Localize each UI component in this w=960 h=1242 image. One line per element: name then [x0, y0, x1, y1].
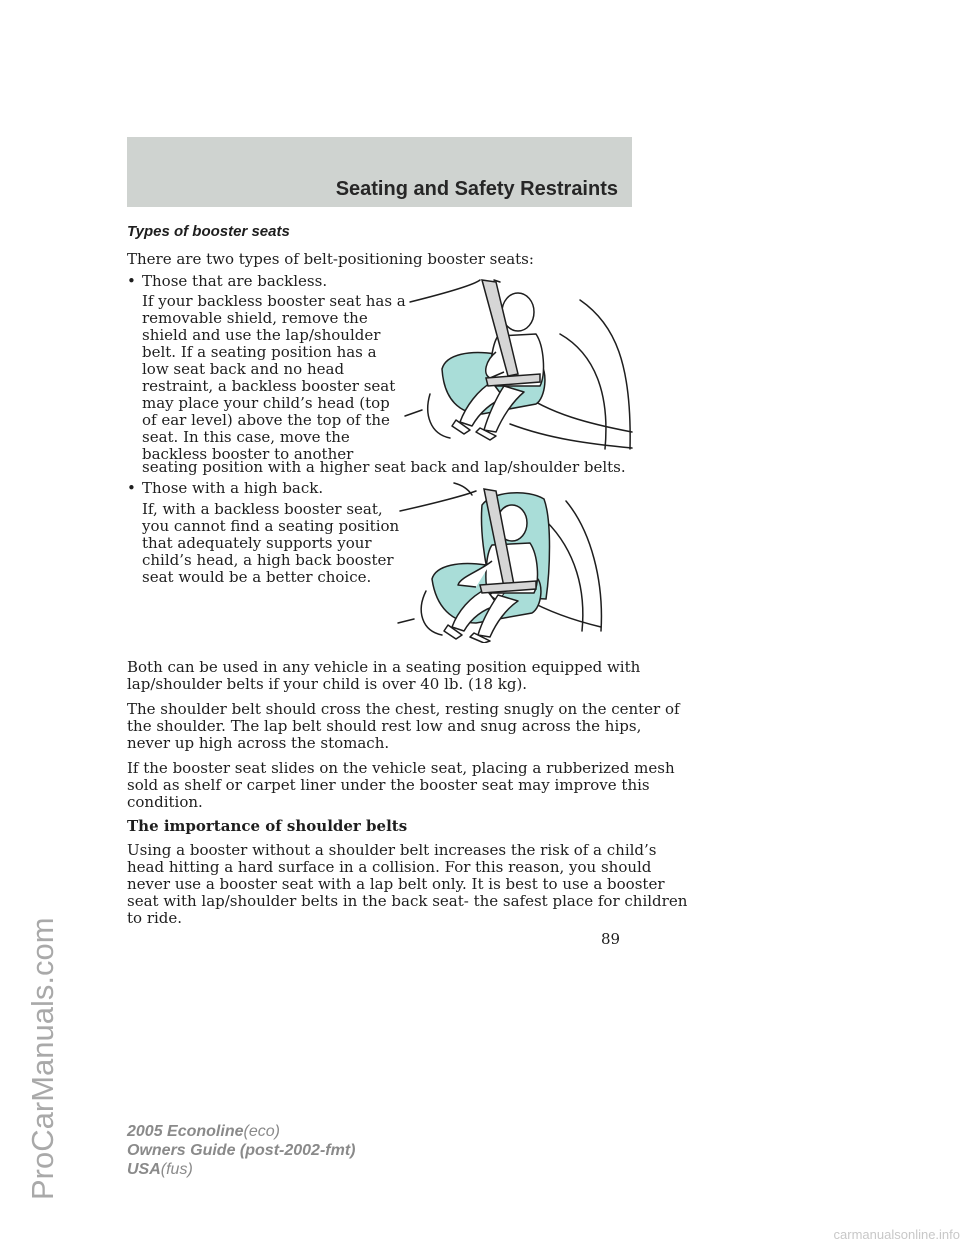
text-line: removable shield, remove the — [142, 309, 368, 327]
text-line: that adequately supports your — [142, 534, 372, 552]
footer-market: USA — [127, 1161, 161, 1178]
text-line: seat. In this case, move the — [142, 428, 350, 446]
footer-market-code: (fus) — [160, 1161, 193, 1178]
text-line: low seat back and no head — [142, 360, 345, 378]
section-header-band — [127, 137, 632, 207]
text-line: restraint, a backless booster seat — [142, 377, 396, 395]
text-line: seating position with a higher seat back and lap/shoulder belts. — [142, 458, 626, 476]
footer-line-3 — [127, 1160, 355, 1179]
text-line: backless booster to another — [142, 445, 354, 463]
footer-line-1 — [127, 1122, 355, 1141]
page-number: 89 — [601, 930, 621, 948]
bullet-backless — [127, 273, 327, 290]
text-line: may place your child’s head (top — [142, 394, 390, 412]
text-line: seat with lap/shoulder belts in the back seat- the safest place for children — [127, 892, 688, 910]
bullet-backless-label: Those that are backless. — [142, 272, 328, 290]
text-line: the shoulder. The lap belt should rest low and snug across the hips, — [127, 717, 642, 735]
document-footer — [127, 1122, 355, 1179]
footer-line-2: Owners Guide (post-2002-fmt) — [127, 1142, 356, 1159]
text-line: Both can be used in any vehicle in a seating position equipped with — [127, 658, 641, 676]
high-back-booster-illustration — [396, 481, 606, 643]
footer-model-code: (eco) — [243, 1123, 280, 1140]
bullet-high-back-label: Those with a high back. — [142, 479, 324, 497]
text-line: If your backless booster seat has a — [142, 292, 406, 310]
text-line: shield and use the lap/shoulder — [142, 326, 381, 344]
text-line: sold as shelf or carpet liner under the booster seat may improve this — [127, 776, 650, 794]
heading-types-of-booster-seats: Types of booster seats — [127, 223, 290, 240]
text-line: belt. If a seating position has a — [142, 343, 377, 361]
text-line: of ear level) above the top of the — [142, 411, 390, 429]
text-line: head hitting a hard surface in a collision. For this reason, you should — [127, 858, 652, 876]
text-line: never up high across the stomach. — [127, 734, 390, 752]
text-line: Using a booster without a shoulder belt increases the risk of a child’s — [127, 841, 657, 859]
backless-booster-illustration — [400, 274, 634, 452]
bullet-high-back — [127, 480, 323, 497]
text-line: condition. — [127, 793, 203, 811]
text-line: The shoulder belt should cross the chest, resting snugly on the center of — [127, 700, 680, 718]
section-title: Seating and Safety Restraints — [335, 178, 618, 200]
intro-text: There are two types of belt-positioning booster seats: — [127, 250, 534, 268]
side-watermark: ProCarManuals.com — [25, 917, 60, 1200]
text-line: If, with a backless booster seat, — [142, 500, 383, 518]
text-line: child’s head, a high back booster — [142, 551, 394, 569]
bullet-dot: • — [127, 272, 136, 290]
text-line: you cannot find a seating position — [142, 517, 400, 535]
text-line: never use a booster seat with a lap belt only. It is best to use a booster — [127, 875, 665, 893]
text-line: lap/shoulder belts if your child is over 40 lb. (18 kg). — [127, 675, 528, 693]
text-line: seat would be a better choice. — [142, 568, 372, 586]
text-line: If the booster seat slides on the vehicle seat, placing a rubberized mesh — [127, 759, 675, 777]
text-line: to ride. — [127, 909, 183, 927]
footer-model: 2005 Econoline — [127, 1123, 244, 1140]
bottom-watermark: carmanualsonline.info — [833, 1227, 960, 1242]
subheading-shoulder-belts: The importance of shoulder belts — [127, 817, 408, 835]
bullet-dot: • — [127, 479, 136, 497]
